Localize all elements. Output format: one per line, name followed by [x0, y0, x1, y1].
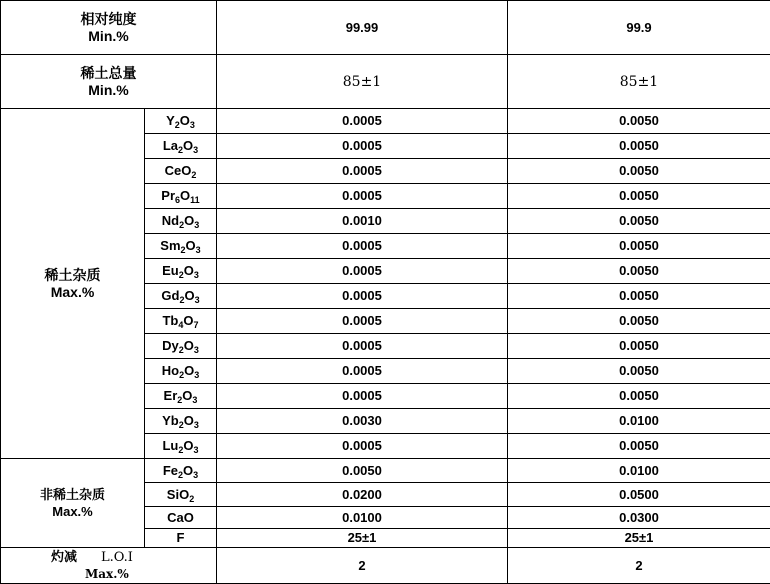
impurity-value-1: 0.0005 [217, 384, 508, 409]
formula-element: Gd [161, 288, 179, 303]
impurity-value-1: 0.0005 [217, 309, 508, 334]
formula-element: La [163, 138, 178, 153]
impurity-value-1: 0.0005 [217, 134, 508, 159]
formula-element: Si [167, 487, 179, 502]
formula-oxygen: O [183, 463, 193, 478]
formula-cell [145, 209, 217, 234]
formula-subscript: 2 [178, 145, 183, 155]
formula-subscript: 3 [194, 370, 199, 380]
formula-oxygen: O [184, 263, 194, 278]
formula-cell [145, 459, 217, 483]
loi-value-2: 2 [508, 548, 770, 584]
formula-element: Y [166, 113, 175, 128]
formula-subscript: 3 [196, 245, 201, 255]
impurity-value-1: 0.0005 [217, 234, 508, 259]
rare-earth-impurity-row [1, 109, 770, 134]
impurity-value-1: 0.0005 [217, 284, 508, 309]
row-relative-purity [1, 1, 770, 55]
impurity-value-2: 0.0050 [508, 334, 770, 359]
formula-oxygen: O [179, 487, 189, 502]
formula-subscript: 3 [194, 420, 199, 430]
impurity-value-2: 0.0050 [508, 184, 770, 209]
formula-oxygen: O [184, 510, 194, 525]
formula-subscript: 2 [178, 470, 183, 480]
impurity-value-1: 0.0050 [217, 459, 508, 483]
formula-subscript: 2 [179, 270, 184, 280]
formula-cell [145, 309, 217, 334]
relative-purity-value-2: 99.9 [508, 1, 770, 55]
formula-cell [145, 384, 217, 409]
formula-subscript: 7 [194, 320, 199, 330]
formula-subscript: 3 [193, 145, 198, 155]
formula-element: Sm [160, 238, 180, 253]
impurity-value-2: 0.0300 [508, 507, 770, 529]
impurity-value-2: 0.0500 [508, 483, 770, 507]
formula-oxygen: O [180, 113, 190, 128]
formula-cell [145, 434, 217, 459]
impurity-value-1: 0.0200 [217, 483, 508, 507]
impurity-value-1: 0.0005 [217, 334, 508, 359]
formula-oxygen: O [183, 313, 193, 328]
total-rare-earth-value-1: 85±1 [217, 55, 508, 109]
formula-element: Dy [162, 338, 179, 353]
formula-cell [145, 259, 217, 284]
formula-cell [145, 334, 217, 359]
impurity-value-2: 0.0050 [508, 309, 770, 334]
formula-subscript: 2 [178, 445, 183, 455]
impurity-value-1: 0.0005 [217, 109, 508, 134]
impurity-value-2: 0.0050 [508, 259, 770, 284]
formula-subscript: 3 [193, 470, 198, 480]
formula-cell [145, 483, 217, 507]
rare-earth-impurities-label [1, 109, 145, 459]
formula-subscript: 4 [178, 320, 183, 330]
formula-subscript: 11 [190, 195, 200, 205]
formula-subscript: 2 [189, 494, 194, 504]
formula-element: Nd [162, 213, 179, 228]
formula-cell [145, 529, 217, 548]
loi-code: L.O.I [101, 550, 133, 565]
formula-oxygen: O [186, 238, 196, 253]
formula-cell [145, 409, 217, 434]
impurity-value-2: 0.0050 [508, 234, 770, 259]
impurity-value-1: 25±1 [217, 529, 508, 548]
impurity-value-2: 0.0050 [508, 109, 770, 134]
formula-subscript: 3 [194, 270, 199, 280]
formula-oxygen: O [183, 138, 193, 153]
formula-subscript: 3 [194, 445, 199, 455]
impurity-value-1: 0.0030 [217, 409, 508, 434]
non-rare-earth-impurities-label [1, 459, 145, 548]
formula-element: Lu [162, 438, 178, 453]
impurity-value-1: 0.0005 [217, 259, 508, 284]
loi-label [1, 548, 217, 584]
relative-purity-label: 相对纯度 Min.% [1, 1, 217, 55]
formula-subscript: 3 [190, 120, 195, 130]
formula-oxygen: O [180, 188, 190, 203]
formula-element: Ho [162, 363, 179, 378]
formula-subscript: 2 [179, 220, 184, 230]
relative-purity-value-1: 99.99 [217, 1, 508, 55]
formula-subscript: 2 [179, 370, 184, 380]
category-name: 非稀土杂质 [40, 488, 105, 503]
formula-element: Eu [162, 263, 179, 278]
formula-oxygen: O [184, 338, 194, 353]
formula-subscript: 3 [194, 345, 199, 355]
loi-unit: Max.% [1, 566, 216, 582]
formula-cell [145, 109, 217, 134]
impurity-value-1: 0.0005 [217, 434, 508, 459]
formula-subscript: 3 [192, 395, 197, 405]
formula-element: Ca [167, 510, 184, 525]
formula-cell [145, 159, 217, 184]
formula-subscript: 2 [191, 170, 196, 180]
formula-oxygen: O [184, 288, 194, 303]
formula-subscript: 2 [179, 345, 184, 355]
impurity-value-2: 0.0050 [508, 434, 770, 459]
formula-element: F [177, 530, 185, 545]
impurity-value-2: 0.0050 [508, 384, 770, 409]
category-unit: Max.% [51, 284, 95, 300]
impurity-value-2: 0.0050 [508, 159, 770, 184]
non-rare-earth-impurity-row [1, 459, 770, 483]
formula-element: Fe [163, 463, 178, 478]
formula-subscript: 2 [179, 420, 184, 430]
total-rare-earth-label: 稀土总量 Min.% [1, 55, 217, 109]
formula-cell [145, 234, 217, 259]
impurity-value-1: 0.0005 [217, 359, 508, 384]
formula-subscript: 2 [177, 395, 182, 405]
impurity-value-1: 0.0005 [217, 159, 508, 184]
formula-element: Yb [162, 413, 179, 428]
loi-value-1: 2 [217, 548, 508, 584]
impurity-value-1: 0.0005 [217, 184, 508, 209]
formula-subscript: 3 [194, 220, 199, 230]
formula-subscript: 2 [181, 245, 186, 255]
formula-oxygen: O [181, 163, 191, 178]
formula-oxygen: O [182, 388, 192, 403]
impurity-value-2: 25±1 [508, 529, 770, 548]
row-total-rare-earth [1, 55, 770, 109]
formula-element: Tb [162, 313, 178, 328]
category-unit: Max.% [52, 504, 92, 519]
row-loi [1, 548, 770, 584]
impurity-value-2: 0.0050 [508, 134, 770, 159]
formula-oxygen: O [184, 363, 194, 378]
impurity-value-2: 0.0050 [508, 284, 770, 309]
impurity-value-2: 0.0050 [508, 209, 770, 234]
loi-name: 灼减 [51, 550, 77, 565]
formula-cell [145, 184, 217, 209]
formula-cell [145, 507, 217, 529]
total-rare-earth-value-2: 85±1 [508, 55, 770, 109]
formula-oxygen: O [184, 413, 194, 428]
formula-cell [145, 134, 217, 159]
category-name: 稀土杂质 [45, 268, 101, 284]
formula-cell [145, 284, 217, 309]
impurity-value-2: 0.0100 [508, 459, 770, 483]
formula-subscript: 6 [175, 195, 180, 205]
formula-subscript: 2 [175, 120, 180, 130]
formula-element: Er [164, 388, 178, 403]
formula-oxygen: O [183, 438, 193, 453]
formula-subscript: 2 [179, 295, 184, 305]
impurity-value-1: 0.0010 [217, 209, 508, 234]
impurity-value-2: 0.0050 [508, 359, 770, 384]
formula-element: Ce [165, 163, 182, 178]
impurity-value-1: 0.0100 [217, 507, 508, 529]
formula-element: Pr [161, 188, 175, 203]
formula-cell [145, 359, 217, 384]
formula-oxygen: O [184, 213, 194, 228]
impurity-value-2: 0.0100 [508, 409, 770, 434]
formula-subscript: 3 [195, 295, 200, 305]
